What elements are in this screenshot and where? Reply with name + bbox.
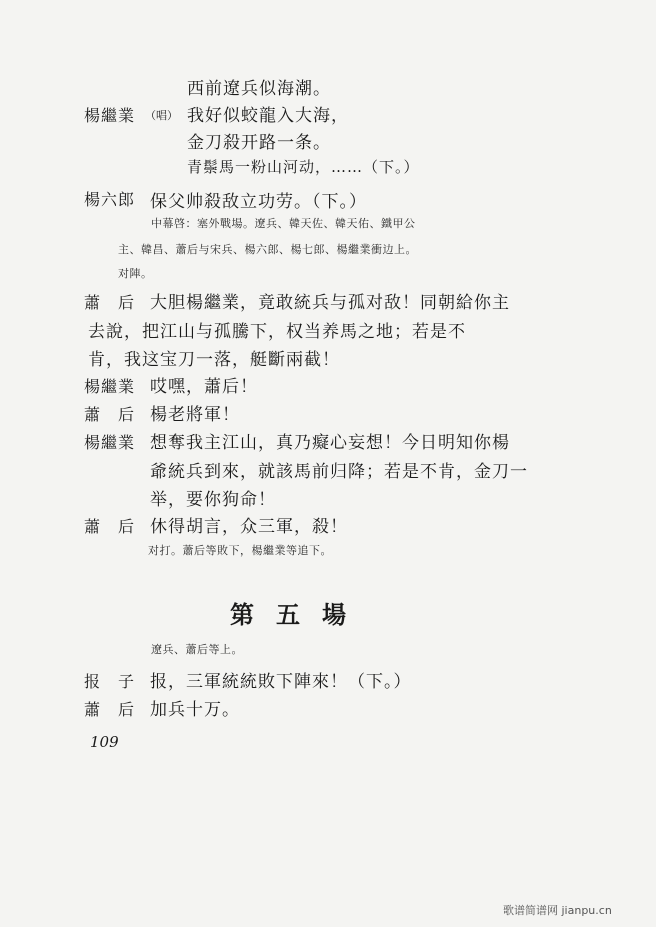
watermark: 歌谱简谱网 jianpu.cn <box>503 904 612 917</box>
dialogue-line: 举，要你狗命！ <box>150 490 276 510</box>
stage-direction: 对陣。 <box>118 267 153 280</box>
dialogue-line: 休得胡言，众三軍，殺！ <box>150 517 348 537</box>
stage-direction: 主、韓昌、蕭后与宋兵、楊六郎、楊七郎、楊繼業衝边上。 <box>118 243 417 256</box>
speaker-yang-jiye: 楊繼業 <box>84 377 136 396</box>
dialogue-line: 去說，把江山与孤騰下，权当养馬之地；若是不 <box>88 322 466 342</box>
page-number: 109 <box>90 733 119 751</box>
dialogue-line: 爺統兵到來，就該馬前归降；若是不肯，金刀一 <box>150 462 528 482</box>
stage-direction: 对打。蕭后等敗下，楊繼業等追下。 <box>148 544 332 557</box>
verse-line: 西前遼兵似海潮。 <box>187 79 331 99</box>
speaker-xiao-hou: 蕭 后 <box>84 700 136 719</box>
verse-line: 青鬃馬一粉山河动，……（下。） <box>187 158 420 176</box>
verse-line: 金刀殺开路一条。 <box>187 133 331 153</box>
dialogue-line: 哎嘿，蕭后！ <box>150 377 258 397</box>
dialogue-line: 加兵十万。 <box>150 700 240 720</box>
speaker-xiao-hou: 蕭 后 <box>84 293 136 312</box>
scene-title: 第五場 <box>230 600 368 629</box>
dialogue-line: 报，三軍統統敗下陣來！（下。） <box>150 672 412 692</box>
speaker-xiao-hou: 蕭 后 <box>84 405 136 424</box>
verse-line: 我好似蛟龍入大海， <box>187 106 349 126</box>
dialogue-line: 想奪我主江山，真乃癡心妄想！今日明知你楊 <box>150 433 510 453</box>
verse-line: 保父帅殺敌立功劳。（下。） <box>150 192 367 212</box>
stage-aside: （唱） <box>145 109 178 122</box>
speaker-baozi: 报 子 <box>84 672 136 691</box>
dialogue-line: 肯，我这宝刀一落，艇斷兩截！ <box>88 350 340 370</box>
speaker-xiao-hou: 蕭 后 <box>84 517 136 536</box>
stage-direction: 中幕啓：塞外戰場。遼兵、韓天佐、韓天佑、鐵甲公 <box>151 217 416 230</box>
speaker-yang-jiye: 楊繼業 <box>84 106 136 125</box>
dialogue-line: 大胆楊繼業，竟敢統兵与孤对敌！同朝給你主 <box>150 293 510 313</box>
dialogue-line: 楊老將軍！ <box>150 405 240 425</box>
stage-direction: 遼兵、蕭后等上。 <box>151 643 243 656</box>
speaker-yang-jiye: 楊繼業 <box>84 433 136 452</box>
speaker-yang-liulang: 楊六郎 <box>84 190 136 209</box>
